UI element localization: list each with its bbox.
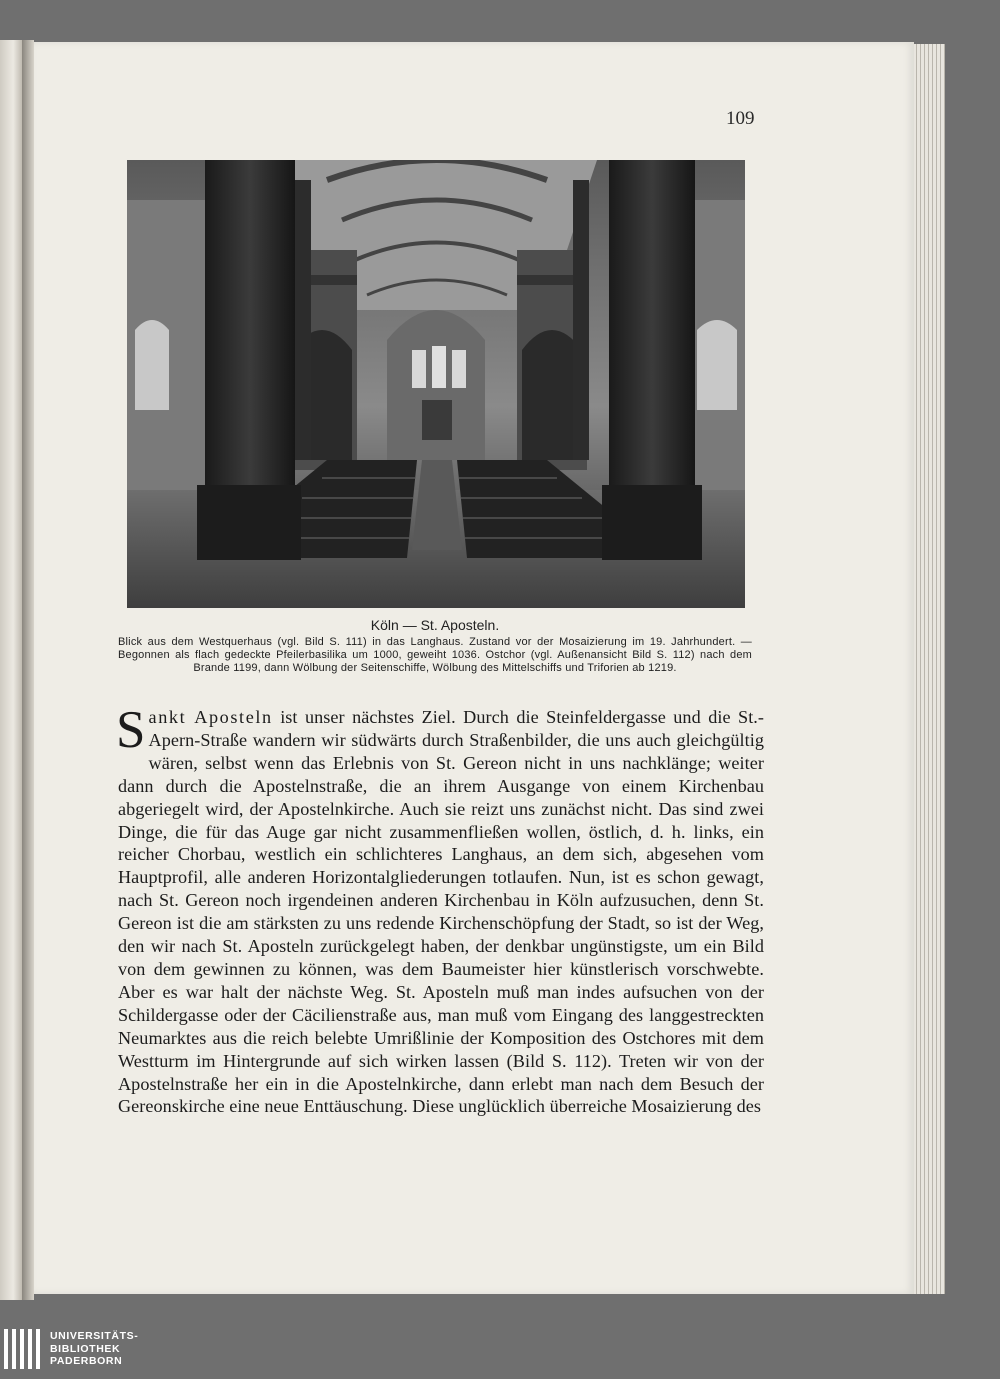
paragraph-text: ist unser nächstes Ziel. Durch die Steinfeldergasse und die St.-Apern-Straße wandern wir südwärts durch Straßenbilder, die uns auch gleichgültig wären, selbst wenn das Erlebnis von St. Gereon nicht in uns nachklänge; weiter dann durch die Apostelnstraße, die an ihrem Ausgange von einem Kirchenbau abgeriegelt wird, der Apostelnkirche. Auch sie reizt uns zunächst nicht. Das sind zwei Dinge, die für das Auge gar nicht zusammenfließen wollen, östlich, d. h. links, ein reicher Chorbau, westlich ein schlichteres Langhaus, an dem sich, abgesehen vom Hauptprofil, alle anderen Horizontalgliederungen totlaufen. Nun, ist es schon gewagt, nach St. Gereon noch irgendeinen anderen Kirchenbau in Köln aufzusuchen, denn St. Gereon ist die am stärksten zu uns redende Kirchenschöpfung der Stadt, so ist der Weg, den wir nach St. Aposteln zurückgelegt haben, der denkbar ungünstigste, um ein Bild von dem gewinnen zu können, was dem Baumeister hier künstlerisch vorschwebte. Aber es war halt der nächste Weg. St. Aposteln muß man indes aufsuchen von der Schildergasse oder der Cäcilienstraße aus, man muß vom Eingang des langgestreckten Neumarktes aus die reich belebte Umrißlinie der Komposition des Ostchores mit dem Westturm im Hintergrunde auf sich wirken lassen (Bild S. 112). Treten wir von der Apostelnstraße her ein in die Apostelnkirche, dann erlebt man nach dem Besuch der Gereonskirche eine neue Enttäuschung. Diese unglücklich überreiche Mosaizierung des [118,707,765,1117]
body-paragraph [116,701,765,1118]
logo-text [50,1330,138,1368]
logo-line-3: PADERBORN [50,1355,123,1367]
logo-line-2: BIBLIOTHEK [50,1342,121,1355]
opening-words: ankt Aposteln [148,707,273,727]
facing-page-edge [0,40,22,1300]
book-gutter [22,40,34,1300]
logo-line-1: UNIVERSITÄTS- [50,1330,139,1342]
library-logo [4,1329,164,1369]
page-number: 109 [726,108,755,129]
caption-title: Köln — St. Aposteln. [370,617,500,633]
drop-cap: S [116,701,146,759]
caption-description: Blick aus dem Westquerhaus (vgl. Bild S. 111) in das Langhaus. Zustand vor der Mosaizierung im 19. Jahrhundert. — Begonnen als flach gedeckte Pfeilerbasilika um 1000, geweiht 1036. Ostchor (vgl. Außenansicht Bild S. 112) nach dem Brande 1199, dann Wölbung der Seitenschiffe, Wölbung des Mittelschiffs und Triforien ab 1219. [118,636,752,674]
church-interior-photo [127,160,745,608]
figure-caption [118,617,752,675]
